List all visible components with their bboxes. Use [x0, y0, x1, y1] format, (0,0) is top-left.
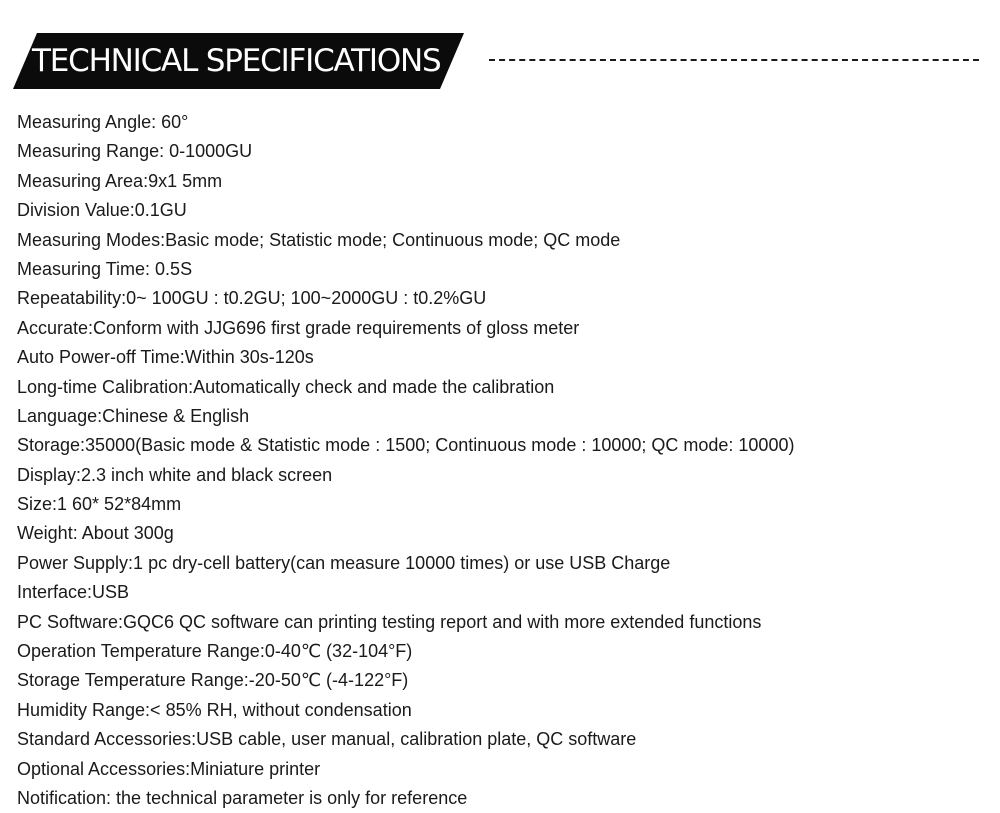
spec-display: Display:2.3 inch white and black screen: [17, 464, 333, 485]
section-title: TECHNICAL SPECIFICATIONS: [32, 43, 441, 79]
spec-measuring-modes: Measuring Modes:Basic mode; Statistic mode; Continuous mode; QC mode: [17, 229, 621, 250]
spec-measuring-angle: Measuring Angle: 60°: [17, 112, 189, 132]
spec-notification: Notification: the technical parameter is only for reference: [17, 787, 468, 808]
spec-division-value: Division Value:0.1GU: [17, 200, 187, 221]
spec-language: Language:Chinese & English: [17, 405, 250, 426]
spec-list: [17, 108, 794, 813]
spec-operation-temperature: Operation Temperature Range:0-40℃ (32-104°F): [17, 641, 413, 662]
spec-measuring-range: Measuring Range: 0-1000GU: [17, 141, 253, 162]
spec-weight: Weight: About 300g: [17, 523, 174, 544]
spec-storage-temperature: Storage Temperature Range:-20-50℃ (-4-122°F): [17, 670, 409, 691]
spec-power-supply: Power Supply:1 pc dry-cell battery(can measure 10000 times) or use USB Charge: [17, 552, 671, 573]
spec-measuring-area: Measuring Area:9x1 5mm: [17, 170, 223, 191]
spec-humidity-range: Humidity Range:< 85% RH, without condensation: [17, 699, 412, 720]
spec-auto-power-off: Auto Power-off Time:Within 30s-120s: [17, 347, 314, 368]
spec-size: Size:1 60* 52*84mm: [17, 494, 182, 515]
spec-storage: Storage:35000(Basic mode & Statistic mode : 1500; Continuous mode : 10000; QC mode: 10000): [17, 435, 795, 456]
dashed-divider: [489, 59, 979, 61]
spec-pc-software: PC Software:GQC6 QC software can printing testing report and with more extended functions: [17, 611, 762, 632]
spec-accurate: Accurate:Conform with JJG696 first grade requirements of gloss meter: [17, 317, 580, 338]
section-header: [0, 0, 1000, 100]
spec-calibration: Long-time Calibration:Automatically check and made the calibration: [17, 376, 555, 397]
spec-optional-accessories: Optional Accessories:Miniature printer: [17, 758, 321, 779]
spec-standard-accessories: Standard Accessories:USB cable, user manual, calibration plate, QC software: [17, 729, 637, 750]
spec-interface: Interface:USB: [17, 582, 130, 603]
spec-measuring-time: Measuring Time: 0.5S: [17, 258, 193, 279]
spec-repeatability: Repeatability:0~ 100GU : t0.2GU; 100~2000GU : t0.2%GU: [17, 288, 487, 309]
